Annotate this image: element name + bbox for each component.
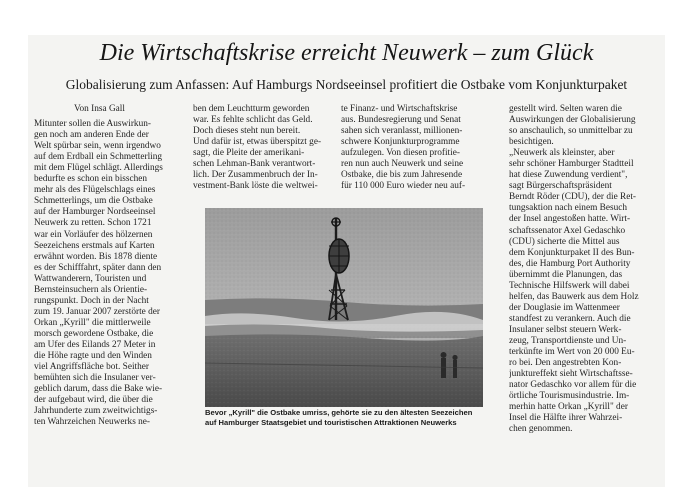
text-line: Insulaner selbst steuern Werk- [509,324,622,335]
text-line: besichtigen. [509,137,554,148]
text-line: sahen sich veranlasst, millionen- [341,126,463,137]
text-line: Technische Hilfswerk will dabei [509,280,630,291]
text-line: dem Konjunkturpaket II des Bun- [509,247,635,258]
text-line: bedurfte es schon ein bisschen [34,174,148,185]
article-column-3 [341,104,481,192]
text-line: war ein Vorläufer des hölzernen [34,229,153,240]
text-line: aufzulegen. Von diesen profitie- [341,148,460,159]
text-line: sagt Bürgerschaftspräsident [509,181,612,192]
text-line: schaftssenator Axel Gedaschko [509,225,626,236]
text-line: gestellt wird. Selten waren die [509,104,622,114]
text-line: mehr als des Flügelschlags eines [34,185,156,196]
text-line: nator Gedaschko vor allem für die [509,380,637,391]
text-line: helfen, das Bauwerk aus dem Holz [509,291,639,302]
text-line: Schmetterlings, um die Ostbake [34,196,153,207]
column-3-text [341,104,481,192]
text-line: erwähnt worden. Bis 1878 diente [34,251,158,262]
text-line: für 110 000 Euro wieder neu auf- [341,181,466,192]
text-line: des, die Hamburg Port Authority [509,258,631,269]
text-line: lich. Der Zusammenbruch der In- [193,170,318,181]
text-line: Orkan „Kyrill" die mittlerweile [34,317,151,328]
text-line: hat diese Zuwendung verdient", [509,170,628,181]
text-line: Bernsteinsuchern als Orientie- [34,284,148,295]
text-line: ro bei. Den angestrebten Kon- [509,358,622,369]
text-line: bemühten sich die Insulaner ver- [34,373,156,384]
text-line: ren nun auch Neuwerk und seine [341,159,464,170]
column-1-text [34,119,196,428]
text-line: örtliche Tourismusindustrie. Im- [509,391,630,402]
text-line: vestment-Bank löste die weltwei- [193,181,318,192]
text-line: die Höhe ragte und den Winden [34,351,152,362]
text-line: geblich darum, dass die Bake wie- [34,384,163,395]
text-line: der Douglasie im Wattenmeer [509,302,620,313]
headline: Die Wirtschaftskrise erreicht Neuwerk – zum Glück [99,40,594,66]
text-line: der aufgebaut wird, die über die [34,395,153,406]
text-line: am Ufer des Eilands 27 Meter in [34,339,156,350]
text-line: Insel die Hälfte ihrer Wahrzei- [509,413,623,424]
text-line: schen Lehman-Bank verantwort- [193,159,316,170]
text-line: es der Schifffahrt, später dann den [34,262,162,273]
text-line: zeug, Transportdienste und Un- [509,335,627,346]
text-line: auf dem Erdball ein Schmetterling [34,152,163,163]
text-line: (CDU) sicherte die Mittel aus [509,236,620,247]
column-4-text [509,104,655,435]
caption-line-2: auf Hamburger Staatsgebiet und touristischen Attraktionen Neuwerks [205,417,457,427]
text-line: Ostbake, die bis zum Jahresende [341,170,463,181]
text-line: viel Angriffsfläche bot. Seither [34,362,149,373]
text-line: zum 19. Januar 2007 zerstörte der [34,306,160,317]
text-line: junktureffekt sieht Wirtschaftsse- [509,369,633,380]
text-line: schwere Konjunkturprogramme [341,137,460,148]
text-line: terkünfte im Wert von 20 000 Eu- [509,347,635,358]
text-line: auf der Hamburger Nordseeinsel [34,207,156,218]
column-2-text [193,104,335,192]
text-line: ten Wahrzeichen Neuwerks ne- [34,417,151,428]
text-line: sagt, die Pleite der amerikani- [193,148,305,159]
text-line: ben dem Leuchtturm geworden [193,104,310,114]
text-line: Mitunter sollen die Auswirkun- [34,119,151,130]
text-line: Auswirkungen der Globalisierung [509,115,636,126]
text-line: Berndt Röder (CDU), der die Ret- [509,192,637,203]
article-column-1 [34,104,196,428]
article-column-2 [193,104,335,192]
ostbake-photo-illustration [205,208,483,407]
text-line: Und dafür ist, etwas überspitzt ge- [193,137,322,148]
photo-caption [205,408,487,427]
text-line: merhin hatte Orkan „Kyrill" der [509,402,628,413]
article-column-4 [509,104,655,435]
text-line: war. Es fehlte schlicht das Geld. [193,115,313,126]
text-line: der Insel angestoßen hatte. Wirt- [509,214,631,225]
text-line: chen genommen. [509,424,573,435]
caption-line-1: Bevor „Kyrill" die Ostbake umriss, gehörte sie zu den ältesten Seezeichen [205,408,473,417]
text-line: standfest zu verankern. Auch die [509,313,631,324]
text-line: rungspunkt. Doch in der Nacht [34,295,149,306]
text-line: te Finanz- und Wirtschaftskrise [341,104,458,114]
text-line: gen noch am anderen Ende der [34,130,149,141]
subheadline: Globalisierung zum Anfassen: Auf Hamburgs Nordseeinsel profitiert die Ostbake vom Konjunkturpaket [65,77,628,92]
text-line: tungsaktion nach einem Besuch [509,203,627,214]
text-line: so anschaulich, so unmittelbar zu [509,126,633,137]
text-line: mit dem Flügel schlägt. Allerdings [34,163,163,174]
text-line: morsch gewordene Ostbake, die [34,328,154,339]
ostbake-photo [205,208,483,407]
text-line: „Neuwerk als kleinster, aber [509,148,615,159]
text-line: aus. Bundesregierung und Senat [341,115,461,126]
byline: Von Insa Gall [74,104,125,114]
text-line: sehr schöner Hamburger Stadtteil [509,159,634,170]
text-line: übernimmt die Planungen, das [509,269,623,280]
text-line: Welt spürbar sein, wenn irgendwo [34,141,161,152]
text-line: Jahrhunderte zum zweitwichtigs- [34,406,158,417]
text-line: Seezeichens erstmals auf Karten [34,240,155,251]
text-line: Doch dieses steht nun bereit. [193,126,301,137]
text-line: Wattwanderern, Touristen und [34,273,147,284]
text-line: Neuwerk zu retten. Schon 1721 [34,218,152,229]
